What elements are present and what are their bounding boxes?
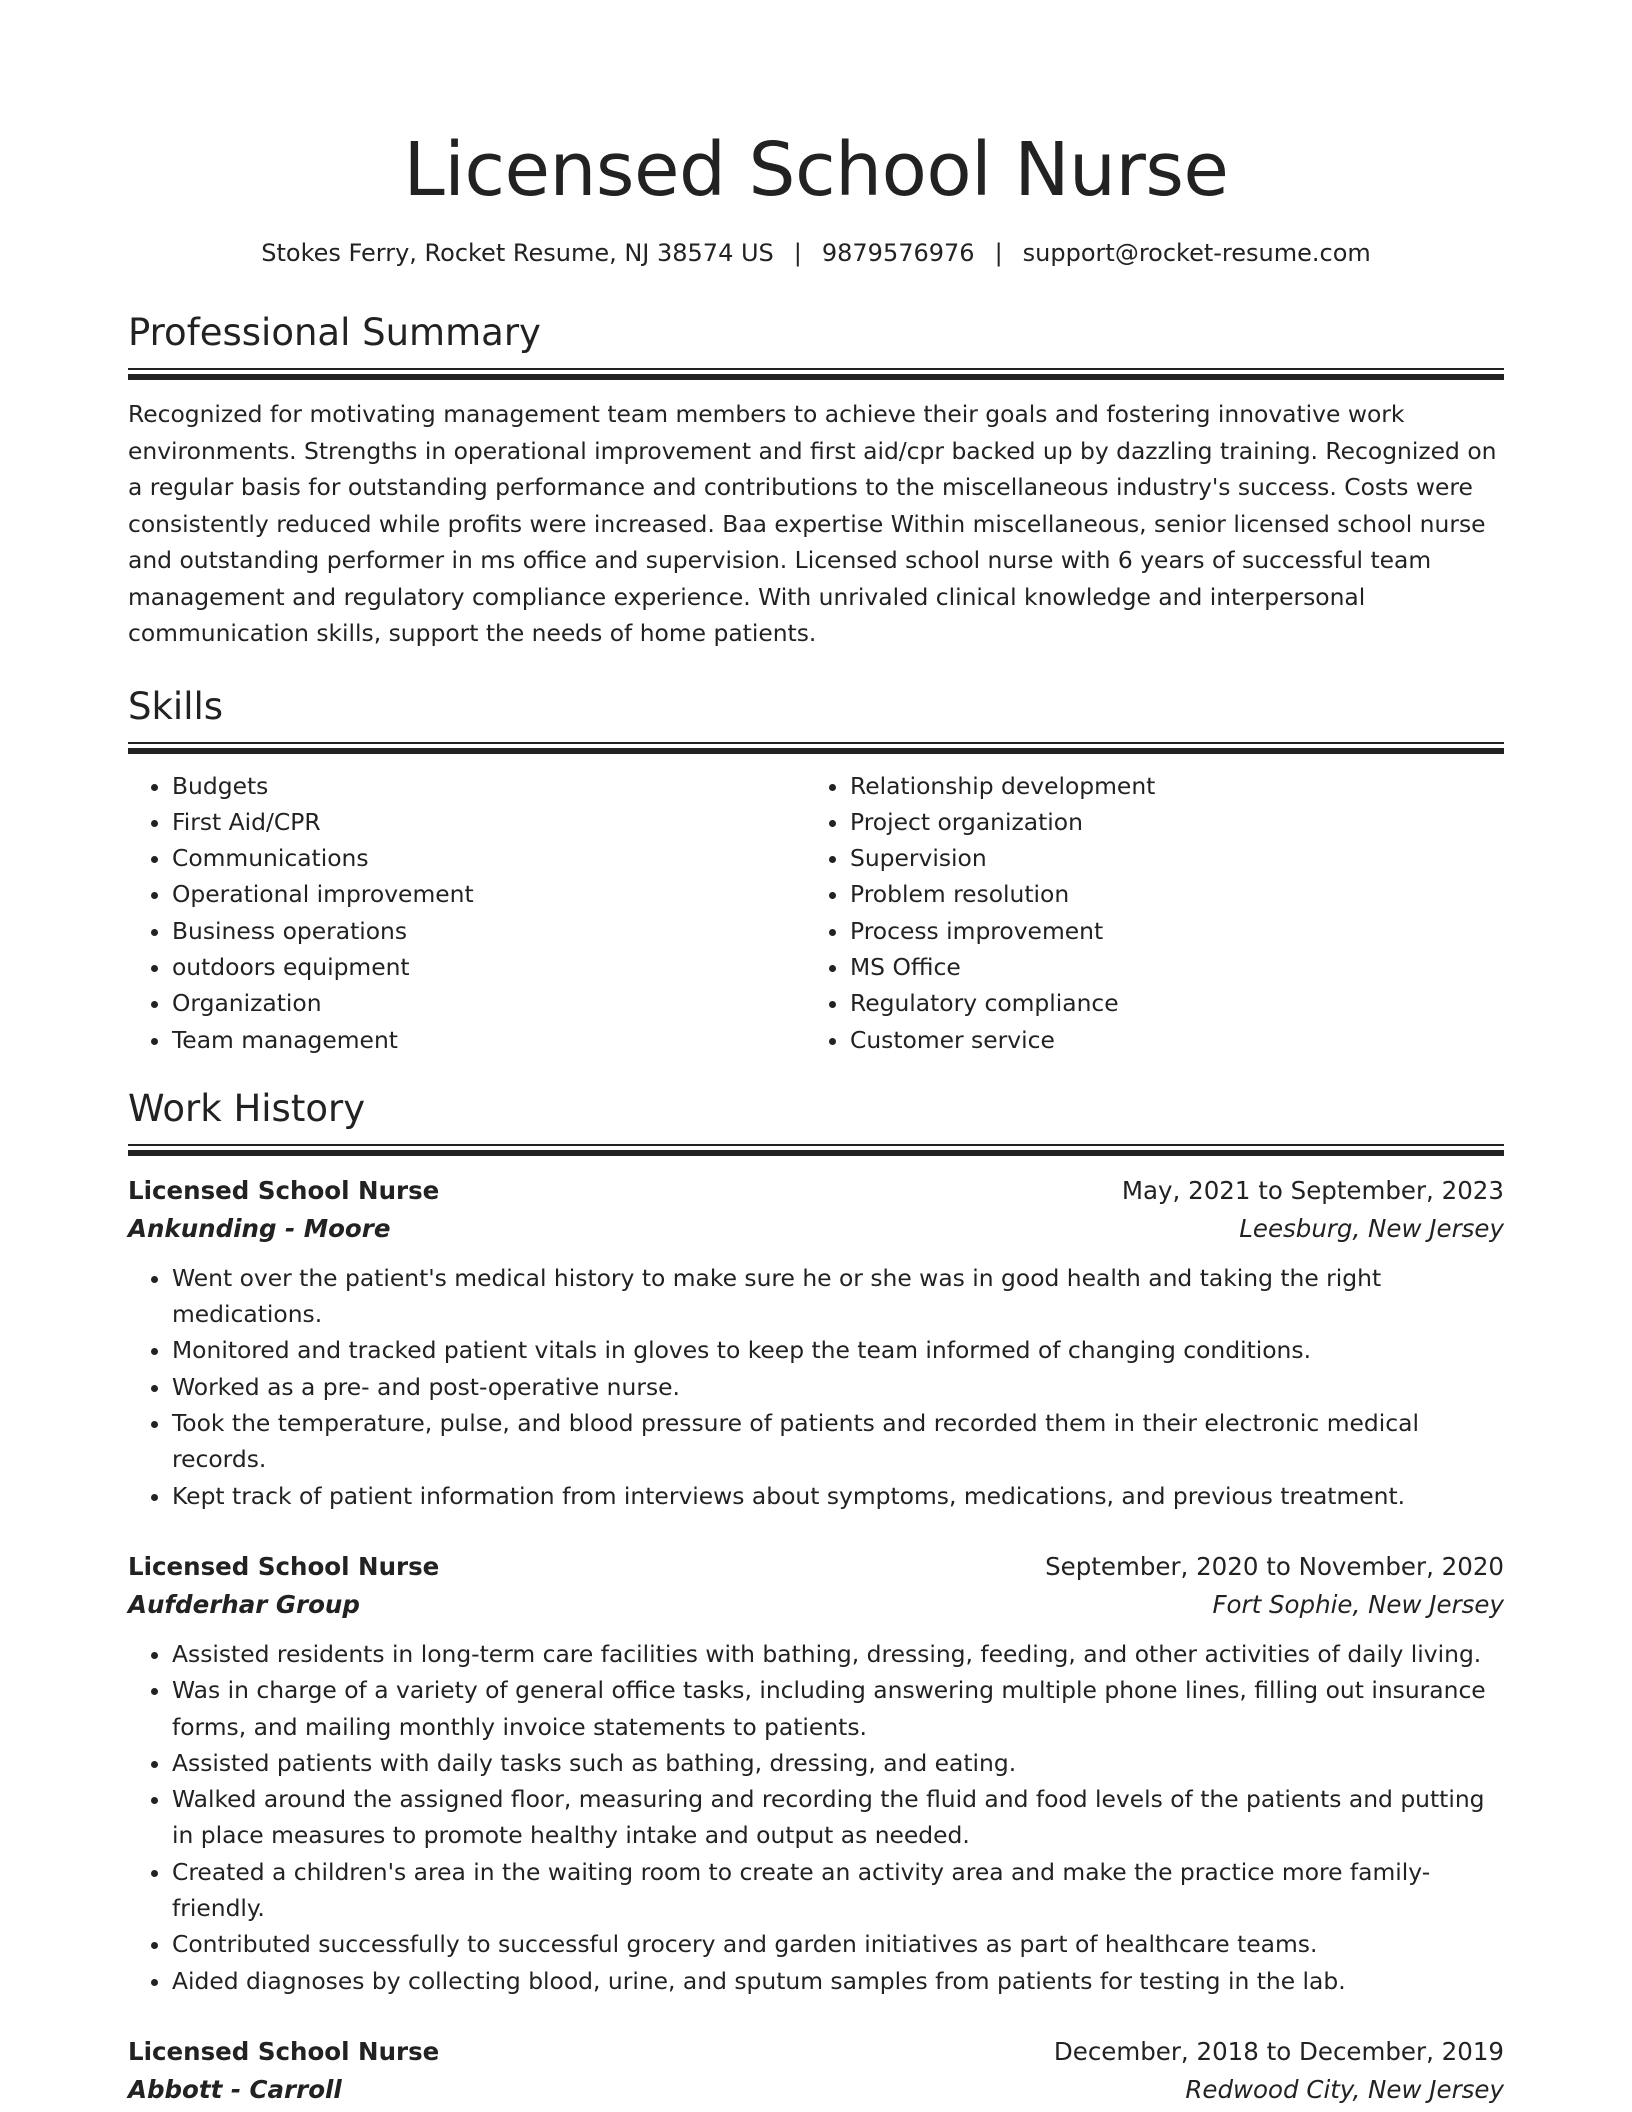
job-subheader-row xyxy=(128,2071,1504,2109)
job-title: Licensed School Nurse xyxy=(128,1175,440,1205)
skill-item: • outdoors equipment xyxy=(172,949,806,985)
skill-item: • Process improvement xyxy=(850,913,1484,949)
job-bullet: • Assisted patients with daily tasks such as bathing, dressing, and eating. xyxy=(172,1745,1504,1781)
section-divider xyxy=(128,742,1504,752)
skills-list-right xyxy=(806,768,1484,1058)
job-location: Fort Sophie, New Jersey xyxy=(1212,1589,1504,1619)
job-dates: December, 2018 to December, 2019 xyxy=(1053,2036,1504,2066)
job-dates: May, 2021 to September, 2023 xyxy=(1121,1175,1504,1205)
job-bullet: • Contributed successfully to successful grocery and garden initiatives as part of healthcare teams. xyxy=(172,1926,1504,1962)
job-location: Leesburg, New Jersey xyxy=(1239,1213,1504,1243)
skill-item: • Team management xyxy=(172,1022,806,1058)
contact-line xyxy=(128,238,1504,268)
skill-item: • Project organization xyxy=(850,804,1484,840)
summary-text: Recognized for motivating management team members to achieve their goals and fostering innovative work environments. Strengths in operational improvement and first aid/cpr backed up by dazzling training. Recognized on a regular basis for outstanding performance and contributions to the miscellaneous industry's success. Costs were consistently reduced while profits were increased. Baa expertise Within miscellaneous, senior licensed school nurse and outstanding performer in ms office and supervision. Licensed school nurse with 6 years of successful team management and regulatory compliance experience. With unrivaled clinical knowledge and interpersonal communication skills, support the needs of home patients. xyxy=(128,400,1497,647)
job-entry xyxy=(128,1548,1504,1999)
section-divider xyxy=(128,1144,1504,1154)
contact-separator: | xyxy=(793,239,802,267)
job-bullet: • Created a children's area in the waiting room to create an activity area and make the practice more family-friendly. xyxy=(172,1854,1504,1927)
job-bullet: • Walked around the assigned floor, measuring and recording the fluid and food levels of the patients and putting in place measures to promote healthy intake and output as needed. xyxy=(172,1781,1504,1854)
job-entry xyxy=(128,2033,1504,2109)
skill-item: • Business operations xyxy=(172,913,806,949)
job-location: Redwood City, New Jersey xyxy=(1185,2074,1504,2104)
contact-address: Stokes Ferry, Rocket Resume, NJ 38574 US xyxy=(261,239,774,267)
skills-section xyxy=(128,684,1504,1058)
job-bullet: • Aided diagnoses by collecting blood, urine, and sputum samples from patients for testing in the lab. xyxy=(172,1963,1504,1999)
section-title-summary: Professional Summary xyxy=(128,311,541,354)
skills-columns xyxy=(128,768,1504,1058)
job-bullet: • Worked as a pre- and post-operative nurse. xyxy=(172,1369,1504,1405)
job-subheader-row xyxy=(128,1586,1504,1624)
section-title-skills: Skills xyxy=(128,684,224,728)
job-header-row xyxy=(128,2033,1504,2071)
job-header-row xyxy=(128,1172,1504,1210)
skill-item: • Budgets xyxy=(172,768,806,804)
skill-item: • Organization xyxy=(172,985,806,1021)
skill-item: • Supervision xyxy=(850,840,1484,876)
skill-item: • MS Office xyxy=(850,949,1484,985)
contact-separator: | xyxy=(994,239,1003,267)
skill-item: • Regulatory compliance xyxy=(850,985,1484,1021)
job-bullet-list xyxy=(128,1636,1504,1999)
job-bullet-list xyxy=(128,1260,1504,1514)
skill-item: • Customer service xyxy=(850,1022,1484,1058)
job-dates: September, 2020 to November, 2020 xyxy=(1045,1551,1504,1581)
skills-list-left xyxy=(128,768,806,1058)
job-entry xyxy=(128,1172,1504,1514)
resume-name: Licensed School Nurse xyxy=(403,127,1229,213)
resume-page xyxy=(128,0,1504,2109)
job-subheader-row xyxy=(128,1210,1504,1248)
contact-email: support@rocket-resume.com xyxy=(1022,239,1371,267)
contact-phone: 9879576976 xyxy=(821,239,975,267)
skill-item: • First Aid/CPR xyxy=(172,804,806,840)
job-bullet: • Was in charge of a variety of general office tasks, including answering multiple phone lines, filling out insurance forms, and mailing monthly invoice statements to patients. xyxy=(172,1672,1504,1745)
section-divider xyxy=(128,368,1504,378)
job-title: Licensed School Nurse xyxy=(128,1551,440,1581)
skill-item: • Problem resolution xyxy=(850,876,1484,912)
job-company: Ankunding - Moore xyxy=(128,1213,391,1243)
job-bullet: • Assisted residents in long-term care facilities with bathing, dressing, feeding, and other activities of daily living. xyxy=(172,1636,1504,1672)
job-company: Abbott - Carroll xyxy=(128,2074,342,2104)
job-header-row xyxy=(128,1548,1504,1586)
job-title: Licensed School Nurse xyxy=(128,2036,440,2066)
job-bullet: • Monitored and tracked patient vitals in gloves to keep the team informed of changing conditions. xyxy=(172,1332,1504,1368)
skill-item: • Communications xyxy=(172,840,806,876)
job-bullet: • Went over the patient's medical history to make sure he or she was in good health and taking the right medications. xyxy=(172,1260,1504,1333)
job-bullet: • Took the temperature, pulse, and blood pressure of patients and recorded them in their electronic medical records. xyxy=(172,1405,1504,1478)
skill-item: • Operational improvement xyxy=(172,876,806,912)
work-history-section xyxy=(128,1086,1504,2109)
skill-item: • Relationship development xyxy=(850,768,1484,804)
job-company: Aufderhar Group xyxy=(128,1589,360,1619)
professional-summary-section xyxy=(128,310,1504,652)
section-title-work-history: Work History xyxy=(128,1086,366,1130)
job-bullet: • Kept track of patient information from interviews about symptoms, medications, and previous treatment. xyxy=(172,1478,1504,1514)
